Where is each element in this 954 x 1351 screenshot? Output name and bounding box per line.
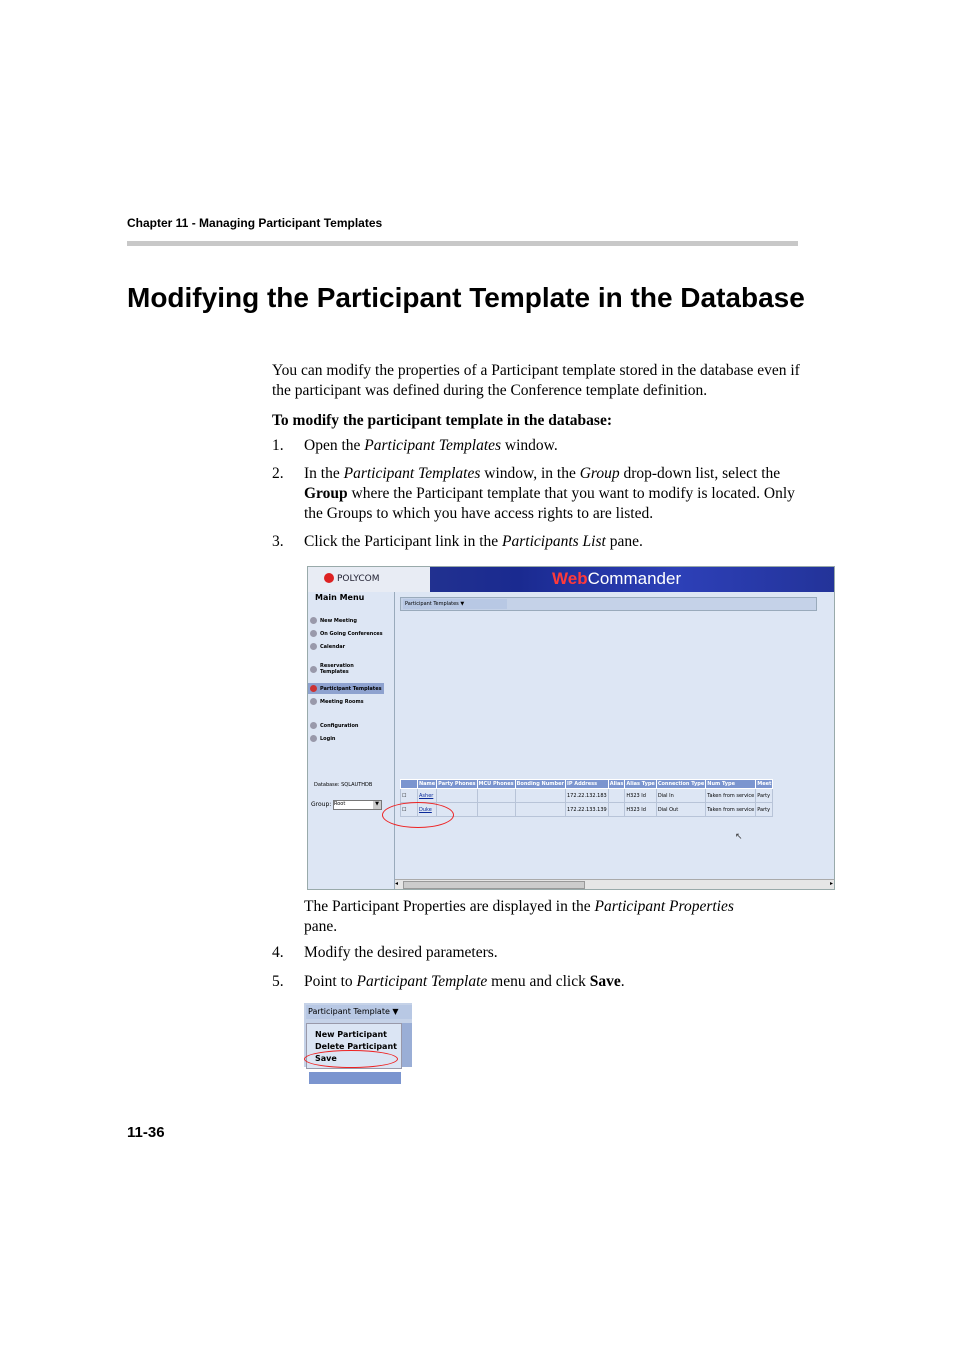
step-text: menu and click xyxy=(487,973,590,990)
step-text: pane. xyxy=(605,533,643,550)
step-number: 2. xyxy=(272,465,284,482)
participants-table xyxy=(400,779,773,817)
webcommander-screenshot xyxy=(307,566,835,890)
table-cell: Party xyxy=(756,789,773,803)
menu-bullet-icon xyxy=(310,617,317,624)
pane-menu-bar xyxy=(400,597,817,611)
participants-pane xyxy=(395,592,834,879)
column-header[interactable]: Meet xyxy=(757,781,772,787)
step-text: window. xyxy=(501,437,558,454)
step-strong: Save xyxy=(589,973,621,990)
menu-bullet-icon xyxy=(310,666,317,673)
menu-bullet-icon xyxy=(310,735,317,742)
menu-item-meeting-rooms[interactable] xyxy=(308,698,364,705)
page-title: Modifying the Participant Template in the Database xyxy=(127,282,805,313)
column-header[interactable]: MCU Phones xyxy=(478,781,514,787)
brand-part-a: Web xyxy=(552,569,588,588)
selected-item-highlight xyxy=(309,1072,401,1084)
menu-item-new-meeting[interactable] xyxy=(308,617,357,624)
brand-part-b: Commander xyxy=(587,569,682,588)
step-number: 5. xyxy=(272,973,284,990)
participant-templates-menu[interactable]: Participant Templates ▼ xyxy=(403,599,507,609)
step-text: Open the xyxy=(304,437,365,454)
step-number: 4. xyxy=(272,944,284,961)
menu-item-participant-templates[interactable] xyxy=(308,683,384,694)
table-cell: Dial In xyxy=(656,789,705,803)
table-cell: Taken from service xyxy=(706,789,756,803)
step-text: where the Participant template that you want to modify is located. Only the Groups to which you have access rights to are listed. xyxy=(304,485,795,522)
highlight-circle xyxy=(304,1050,398,1068)
step-text: Click the Participant link in the xyxy=(304,533,503,550)
step-text: Point to xyxy=(304,973,357,990)
menu-item-calendar[interactable] xyxy=(308,643,345,650)
scrollbar-thumb[interactable] xyxy=(403,881,585,889)
menu-label: Participant Templates xyxy=(320,685,382,692)
step-text: window, in the xyxy=(480,465,580,482)
menu-label: Meeting Rooms xyxy=(320,698,364,705)
menu-label: Calendar xyxy=(320,643,346,650)
participant-icon: ☐ xyxy=(401,789,418,803)
table-cell xyxy=(515,803,565,817)
menu-label: On Going Conferences xyxy=(320,630,383,637)
menu-label: New Meeting xyxy=(320,617,357,624)
menu-item-save[interactable]: Save xyxy=(315,1054,337,1063)
table-cell: 172.22.133.139 xyxy=(565,803,608,817)
step-text: . xyxy=(620,973,625,990)
step-emphasis: Participants List xyxy=(502,533,606,550)
menu-label: Login xyxy=(320,735,336,742)
logo-area xyxy=(308,567,430,592)
menu-item-login[interactable] xyxy=(308,735,335,742)
menu-bullet-icon xyxy=(310,643,317,650)
menu-label: Reservation Templates xyxy=(320,663,354,675)
step-emphasis: Participant Templates xyxy=(364,437,502,454)
menu-bullet-icon xyxy=(310,722,317,729)
brand-title xyxy=(552,569,681,589)
group-label: Group: xyxy=(311,801,332,808)
table-cell xyxy=(608,789,625,803)
menu-bullet-icon xyxy=(310,630,317,637)
table-cell: H323 Id xyxy=(625,789,656,803)
pane-menu-label: Participant Templates xyxy=(405,601,459,607)
table-cell: 172.22.132.183 xyxy=(565,789,608,803)
group-select[interactable] xyxy=(333,800,382,810)
menu-label: Configuration xyxy=(320,722,359,729)
database-label: Database: SQLAUTHDB xyxy=(314,782,373,788)
page-number: 11-36 xyxy=(127,1124,165,1141)
menu-item-reservation[interactable] xyxy=(308,663,358,675)
polycom-logo xyxy=(324,573,379,584)
group-value: Root xyxy=(334,801,346,807)
text-emphasis: Participant Properties xyxy=(594,898,734,915)
scroll-left-icon[interactable]: ◂ xyxy=(395,880,399,887)
menu-item-new-participant[interactable]: New Participant xyxy=(315,1030,387,1039)
table-cell xyxy=(477,789,515,803)
column-header[interactable]: Num Type xyxy=(706,780,756,789)
column-header[interactable]: Name xyxy=(419,781,436,787)
menu-bullet-icon xyxy=(310,685,317,692)
highlight-circle xyxy=(382,802,454,828)
scroll-right-icon[interactable]: ▸ xyxy=(829,880,833,887)
step-text: In the xyxy=(304,465,344,482)
main-menu-title: Main Menu xyxy=(315,593,365,602)
menu-item-configuration[interactable] xyxy=(308,722,358,729)
table-cell: Taken from service xyxy=(706,803,756,817)
logo-text: POLYCOM xyxy=(337,574,380,584)
step-text: Modify the desired parameters. xyxy=(304,944,498,961)
menu-scroll-strip xyxy=(402,1023,412,1067)
menu-item-ongoing[interactable] xyxy=(308,630,383,637)
main-menu-sidebar xyxy=(308,592,395,889)
step-emphasis: Participant Templates xyxy=(343,465,481,482)
column-header[interactable]: IP Address xyxy=(565,780,608,789)
table-row[interactable] xyxy=(401,803,773,817)
table-cell xyxy=(608,803,625,817)
step-strong: Group xyxy=(304,485,348,502)
chevron-down-icon: ▼ xyxy=(373,801,381,809)
step-text: drop-down list, select the xyxy=(619,465,781,482)
table-cell: Party xyxy=(756,803,773,817)
table-row[interactable] xyxy=(401,789,773,803)
text-run: The Participant Properties are displayed in the xyxy=(304,898,595,915)
column-header[interactable]: Alias Type xyxy=(626,781,655,787)
save-menu-screenshot xyxy=(304,1003,412,1067)
column-header[interactable]: Connection Type xyxy=(657,781,705,787)
header-rule xyxy=(127,241,798,246)
table-cell xyxy=(477,803,515,817)
text-run: pane. xyxy=(304,918,338,935)
step-number: 3. xyxy=(272,533,284,550)
column-header[interactable]: Bonding Number xyxy=(516,781,564,787)
horizontal-scrollbar[interactable] xyxy=(395,879,834,889)
after-screenshot-text xyxy=(304,897,804,937)
column-header-icon xyxy=(401,780,418,789)
menu-title: Participant Template xyxy=(308,1007,390,1016)
participant-link[interactable]: Asher xyxy=(418,789,437,803)
table-cell xyxy=(515,789,565,803)
table-cell: H323 Id xyxy=(625,803,656,817)
mouse-cursor-icon: ↖ xyxy=(735,832,743,842)
participant-icon: ☐ xyxy=(401,803,418,817)
chapter-header: Chapter 11 - Managing Participant Templates xyxy=(127,216,383,230)
menu-item-delete-participant[interactable]: Delete Participant xyxy=(315,1042,397,1051)
participant-template-menu[interactable]: Participant Template ▼ xyxy=(306,1005,412,1019)
column-header[interactable]: Alias xyxy=(609,781,624,787)
step-number: 1. xyxy=(272,437,284,454)
intro-paragraph: You can modify the properties of a Participant template stored in the database even if the participant was defined during the Conference template definition. xyxy=(272,362,800,399)
participant-link[interactable]: Duke xyxy=(418,803,437,817)
procedure-heading: To modify the participant template in the database: xyxy=(272,412,612,429)
table-header-row xyxy=(401,780,773,789)
polycom-logo-icon xyxy=(324,573,334,583)
menu-bullet-icon xyxy=(310,698,317,705)
column-header[interactable]: Party Phones xyxy=(438,781,476,787)
step-emphasis: Participant Template xyxy=(356,973,488,990)
table-cell: Dial Out xyxy=(656,803,705,817)
table-cell xyxy=(437,789,477,803)
step-emphasis: Group xyxy=(579,465,620,482)
